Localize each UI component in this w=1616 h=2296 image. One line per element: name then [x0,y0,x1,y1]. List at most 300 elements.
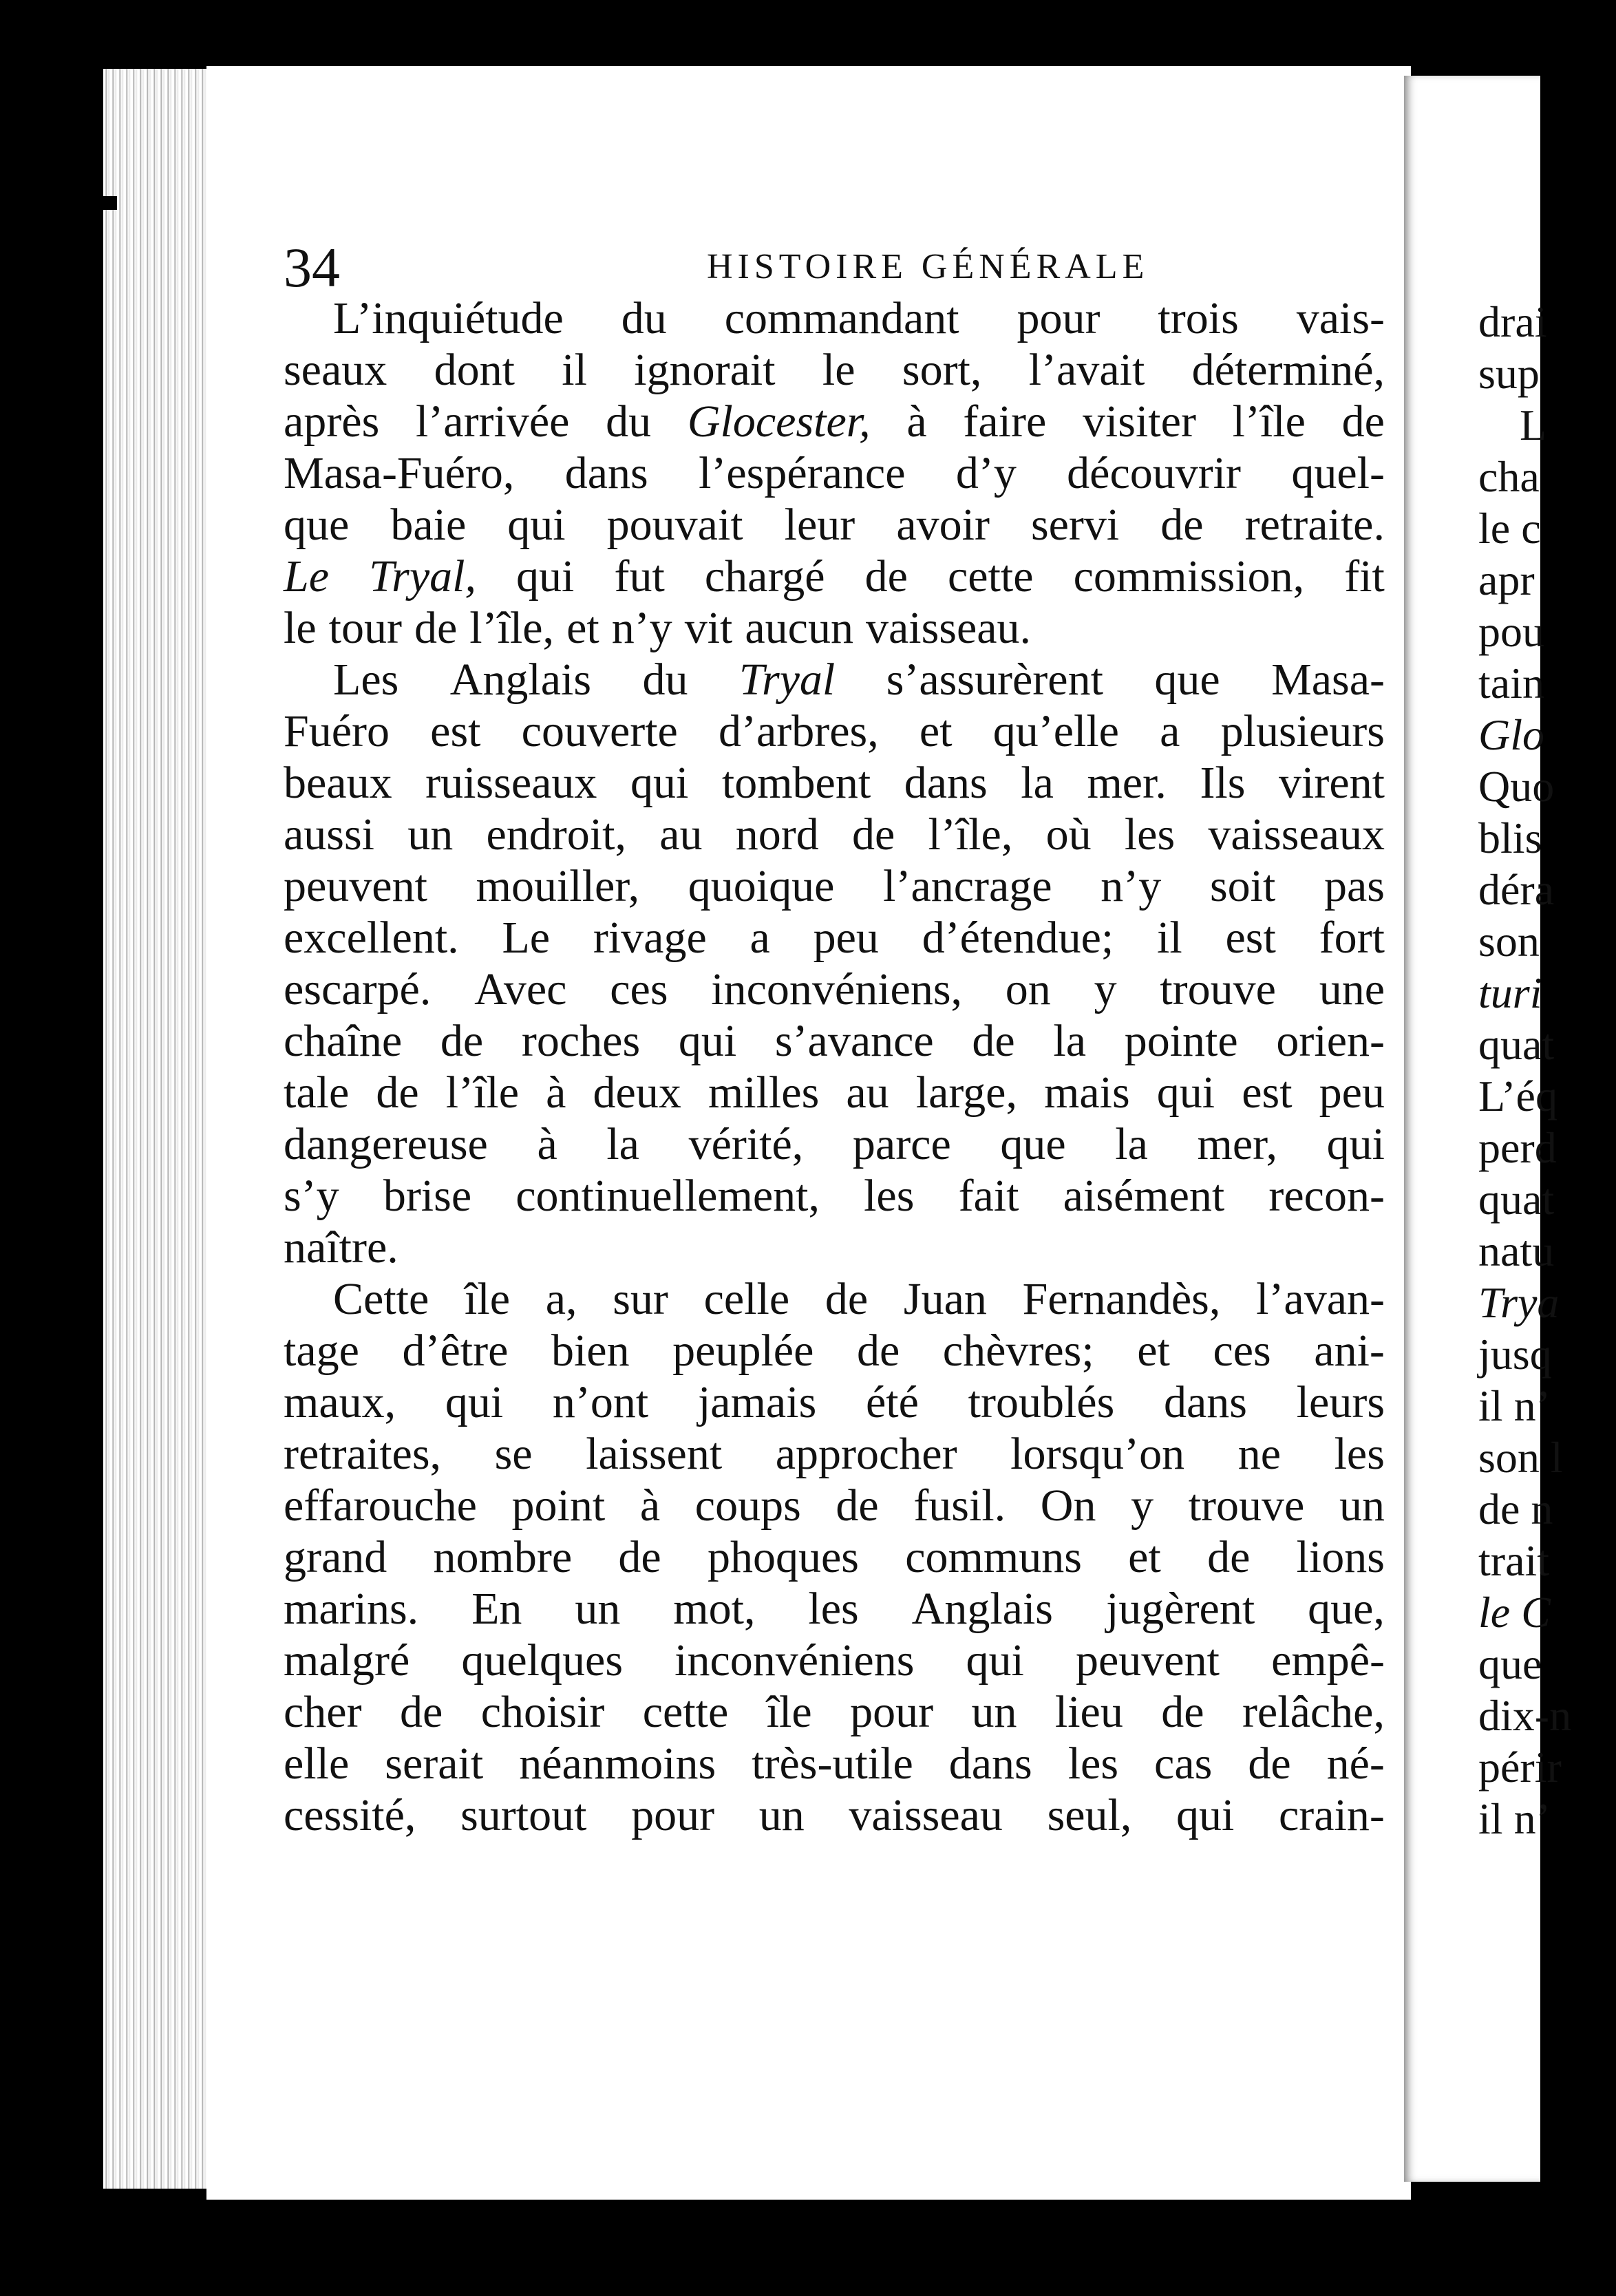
word: la [1115,1119,1148,1169]
facing-text-fragment: cha [1478,452,1540,501]
word: Avec [474,964,567,1014]
word: ces [1213,1326,1271,1376]
word: qu’elle [992,706,1119,756]
word: bien [551,1326,630,1376]
word: vais- [1296,293,1385,343]
page-number: 34 [284,236,340,299]
facing-text-fragment: L [1520,401,1547,449]
word: les [1124,809,1176,860]
facing-text-fragment: son l [1478,1433,1563,1482]
word: large, [915,1067,1017,1118]
word: et [919,706,953,756]
facing-text-fragment: que [1478,1639,1542,1688]
word: île [465,1274,510,1324]
word: tale [284,1067,350,1118]
word: vit [684,603,733,653]
word: de [1161,1687,1204,1737]
facing-text-fragment: turi [1478,968,1542,1017]
word: on [1005,964,1051,1014]
word: est [1225,913,1276,963]
word: au [846,1067,889,1118]
word: le [284,603,317,653]
binding-mark [102,196,117,210]
word: les [808,1584,859,1634]
word: orien- [1276,1016,1385,1066]
word: serait [385,1739,484,1789]
word: qui [630,758,689,808]
word: tour [328,603,402,653]
facing-text-fragment: Quo [1478,762,1555,811]
text-line [284,964,1385,1015]
text-line [284,1428,1385,1480]
facing-page-text [1478,296,1616,1845]
word: choisir [480,1687,605,1737]
word: que [284,500,350,550]
word: l’espérance [699,448,906,498]
word: peu [1319,1067,1385,1118]
word: couverte [521,706,678,756]
word: jamais [697,1377,817,1427]
word: servi [1030,500,1120,550]
word: qui [516,551,575,602]
text-line [284,860,1385,912]
word: l’arrivée [415,396,570,447]
text-line [284,1480,1385,1531]
word: Masa-Fuéro, [284,448,515,498]
word: pour [631,1790,715,1840]
word: parce [852,1119,951,1169]
word: a [1160,706,1180,756]
word: la [1021,758,1054,808]
word: l’avait [1028,345,1145,395]
word: les [864,1171,915,1221]
text-line [284,344,1385,396]
word: et [566,603,599,653]
word: jugèrent [1105,1584,1255,1634]
word: fit [1344,551,1385,602]
word: vérité, [688,1119,804,1169]
word: néanmoins [519,1739,716,1789]
word: qui [507,500,566,550]
text-line [284,1170,1385,1222]
word: une [1319,964,1385,1014]
word: grand [284,1532,387,1582]
word: Ils [1200,758,1246,808]
word: point [511,1480,606,1531]
word: né- [1326,1739,1385,1789]
word: s’y [284,1171,339,1221]
word: recon- [1268,1171,1385,1221]
word: de [972,1016,1015,1066]
word: de [864,551,908,602]
facing-text-fragment: Trya [1478,1278,1560,1327]
word: soit [1209,861,1276,911]
word: retraites, [284,1429,442,1479]
word: fait [958,1171,1019,1221]
word: un [1339,1480,1385,1531]
word: tage [284,1326,359,1376]
word: Fernandès, [1022,1274,1221,1324]
word: trouve [1160,964,1276,1014]
text-line [284,654,1385,705]
facing-text-fragment: il n’ [1478,1381,1551,1430]
word: la [606,1119,639,1169]
text-line [284,1067,1385,1118]
word: pointe [1124,1016,1238,1066]
word: les [1067,1739,1119,1789]
word: n’ont [552,1377,649,1427]
word: aussi [284,809,374,860]
word: s’avance [774,1016,934,1066]
word: de [1207,1532,1251,1582]
word: elle [284,1739,350,1789]
word: et [1137,1326,1170,1376]
text-line [284,1583,1385,1635]
word: commandant [724,293,959,343]
word: peuplée [672,1326,814,1376]
word: que, [1308,1584,1385,1634]
facing-text-fragment: son [1478,917,1540,966]
word: pour [850,1687,934,1737]
facing-text-fragment: trait [1478,1536,1550,1585]
word: que [1154,655,1220,705]
word: Anglais [449,655,592,705]
word: mot, [673,1584,756,1634]
word: nombre [433,1532,573,1582]
word: a, [545,1274,577,1324]
word: l’ancrage [883,861,1052,911]
facing-text-fragment: le C [1478,1588,1551,1637]
word: de [1160,500,1204,550]
word: mais [1044,1067,1130,1118]
word: seul, [1047,1790,1132,1840]
word: mouiller, [476,861,640,911]
word: n’y [611,603,672,653]
word: malgré [284,1635,410,1686]
word: escarpé. [284,964,432,1014]
word: île [766,1687,812,1737]
text-line [284,1531,1385,1583]
facing-text-fragment: quat [1478,1020,1555,1069]
word: Anglais [911,1584,1053,1634]
word: de [1341,396,1385,447]
word: pas [1324,861,1385,911]
text-line [284,1376,1385,1428]
word: cas [1154,1739,1213,1789]
word: avoir [896,500,990,550]
word: brise [383,1171,472,1221]
word: vaisseau. [865,603,1032,653]
word: à [906,396,927,447]
facing-text-fragment: pou [1478,607,1544,656]
facing-text-fragment: il n’ [1478,1794,1551,1843]
running-title: HISTOIRE GÉNÉRALE [707,247,1149,286]
text-line [284,551,1385,602]
text-line [284,1635,1385,1686]
word: au [659,809,703,860]
facing-text-fragment: le c [1478,504,1541,553]
word: de [440,1016,484,1066]
word: de [399,1687,443,1737]
word: été [865,1377,919,1427]
word: coups [694,1480,801,1531]
word: fut [614,551,665,602]
facing-text-fragment: apr [1478,555,1535,604]
facing-text-fragment: dix-n [1478,1691,1572,1740]
word: approcher [775,1429,957,1479]
word: maux, [284,1377,396,1427]
word: Tryal, [369,551,476,602]
body-text [284,293,1385,1841]
word: de [836,1480,879,1531]
word: trouve [1188,1480,1305,1531]
word: tombent [721,758,871,808]
word: de [851,809,895,860]
word: cher [284,1687,362,1737]
word: il [562,345,587,395]
text-line [284,499,1385,551]
word: à [546,1067,566,1118]
word: du [642,655,688,705]
facing-text-fragment: jusq [1478,1330,1552,1379]
text-line [284,1118,1385,1170]
word: lions [1296,1532,1385,1582]
word: que [1000,1119,1066,1169]
text-line [284,293,1385,344]
word: crain- [1279,1790,1385,1840]
word: mer. [1087,758,1167,808]
word: qui [445,1377,504,1427]
word: inconvéniens [674,1635,915,1686]
word: ani- [1314,1326,1385,1376]
text-line [284,602,1385,654]
word: se [494,1429,533,1479]
word: phoques [707,1532,859,1582]
word: qui [966,1635,1024,1686]
word: y [1131,1480,1154,1531]
word: aucun [745,603,853,653]
word: dangereuse [284,1119,488,1169]
word: lorsqu’on [1010,1429,1185,1479]
word: du [606,396,652,447]
word: chaîne [284,1016,403,1066]
word: L’inquiétude [333,293,564,343]
word: chèvres; [942,1326,1094,1376]
facing-text-fragment: natu [1478,1226,1555,1275]
word: Masa- [1271,655,1385,705]
word: deux [593,1067,681,1118]
text-line [284,1273,1385,1325]
word: Fuéro [284,706,390,756]
word: l’île, [928,809,1013,860]
word: Le [284,551,329,602]
word: l’île [1232,396,1306,447]
facing-text-fragment: sup [1478,349,1540,398]
word: communs [905,1532,1082,1582]
word: chargé [704,551,825,602]
word: de [414,603,458,653]
word: cette [948,551,1034,602]
word: naître. [284,1222,398,1273]
text-line [284,1686,1385,1738]
word: après [284,396,380,447]
word: dans [948,1739,1032,1789]
word: qui [1176,1790,1235,1840]
word: très-utile [752,1739,913,1789]
word: surtout [460,1790,587,1840]
word: On [1040,1480,1096,1531]
word: les [1334,1429,1385,1479]
word: Glocester, [687,396,871,447]
word: retraite. [1244,500,1385,550]
word: Les [333,655,399,705]
word: endroit, [486,809,626,860]
word: un [407,809,454,860]
facing-text-fragment: L’éq [1478,1072,1557,1120]
word: quoique [688,861,835,911]
word: la [1053,1016,1087,1066]
word: il [1157,913,1182,963]
word: roches [521,1016,641,1066]
word: En [471,1584,522,1634]
word: ne [1237,1429,1282,1479]
word: visiter [1082,396,1196,447]
word: inconvéniens, [711,964,963,1014]
word: vaisseau [849,1790,1003,1840]
facing-text-fragment: perd [1478,1123,1557,1172]
word: cessité, [284,1790,416,1840]
word: d’être [402,1326,509,1376]
word: déterminé, [1191,345,1385,395]
word: de [618,1532,661,1582]
word: peu [813,913,879,963]
word: quel- [1291,448,1385,498]
word: cette [642,1687,729,1737]
word: beaux [284,758,392,808]
word: ces [610,964,668,1014]
word: aisément [1063,1171,1225,1221]
word: dont [434,345,515,395]
word: y [1094,964,1117,1014]
word: et [1128,1532,1161,1582]
word: Cette [333,1274,429,1324]
word: est [1242,1067,1293,1118]
text-line [284,1789,1385,1841]
word: quelques [461,1635,623,1686]
text-line [284,757,1385,809]
text-line [284,809,1385,860]
word: pour [1017,293,1101,343]
word: milles [708,1067,820,1118]
word: du [621,293,667,343]
word: où [1045,809,1092,860]
word: sur [613,1274,668,1324]
word: qui [1156,1067,1215,1118]
text-line [284,1738,1385,1789]
text-line [284,912,1385,964]
word: l’île [445,1067,520,1118]
word: virent [1279,758,1385,808]
word: laissent [586,1429,723,1479]
facing-text-fragment: tain [1478,659,1544,708]
word: empê- [1271,1635,1385,1686]
word: plusieurs [1220,706,1385,756]
word: l’avan- [1256,1274,1385,1324]
word: un [575,1584,621,1634]
text-line [284,1222,1385,1273]
word: sort, [902,345,982,395]
word: vaisseaux [1208,809,1385,860]
word: excellent. [284,913,459,963]
word: celle [703,1274,790,1324]
word: de [376,1067,419,1118]
word: l’île, [469,603,555,653]
word: nord [735,809,819,860]
text-line [284,705,1385,757]
word: seaux [284,345,387,395]
word: peuvent [284,861,427,911]
word: fort [1319,913,1385,963]
text-line [284,396,1385,447]
word: qui [678,1016,737,1066]
word: dans [564,448,648,498]
word: Le [502,913,551,963]
word: effarouche [284,1480,477,1531]
word: faire [963,396,1047,447]
word: a [749,913,770,963]
word: d’étendue; [922,913,1114,963]
word: trois [1158,293,1239,343]
word: ignorait [634,345,776,395]
facing-text-fragment: déra [1478,865,1555,914]
word: ruisseaux [425,758,597,808]
facing-text-fragment: blis [1478,814,1542,862]
word: troublés [968,1377,1115,1427]
facing-text-fragment: de n [1478,1485,1553,1533]
word: d’arbres, [719,706,879,756]
facing-text-fragment: quat [1478,1175,1555,1224]
word: baie [390,500,467,550]
text-line [284,1325,1385,1376]
word: mer, [1197,1119,1277,1169]
word: de [1248,1739,1291,1789]
word: n’y [1101,861,1162,911]
word: Juan [903,1274,987,1324]
word: marins. [284,1584,419,1634]
word: dans [904,758,988,808]
word: rivage [593,913,707,963]
word: de [856,1326,900,1376]
word: s’assurèrent [886,655,1103,705]
word: leurs [1296,1377,1385,1427]
word: dans [1164,1377,1247,1427]
text-line [284,447,1385,499]
text-line [284,1015,1385,1067]
facing-text-fragment: périr [1478,1743,1562,1792]
word: le [822,345,855,395]
word: continuellement, [515,1171,820,1221]
word: leur [784,500,855,550]
facing-text-fragment: drai [1478,297,1547,346]
word: à [639,1480,661,1531]
word: fusil. [913,1480,1006,1531]
word: un [971,1687,1017,1737]
word: lieu [1054,1687,1123,1737]
word: relâche, [1242,1687,1385,1737]
word: Tryal [738,655,836,705]
word: est [430,706,481,756]
word: d’y [955,448,1017,498]
